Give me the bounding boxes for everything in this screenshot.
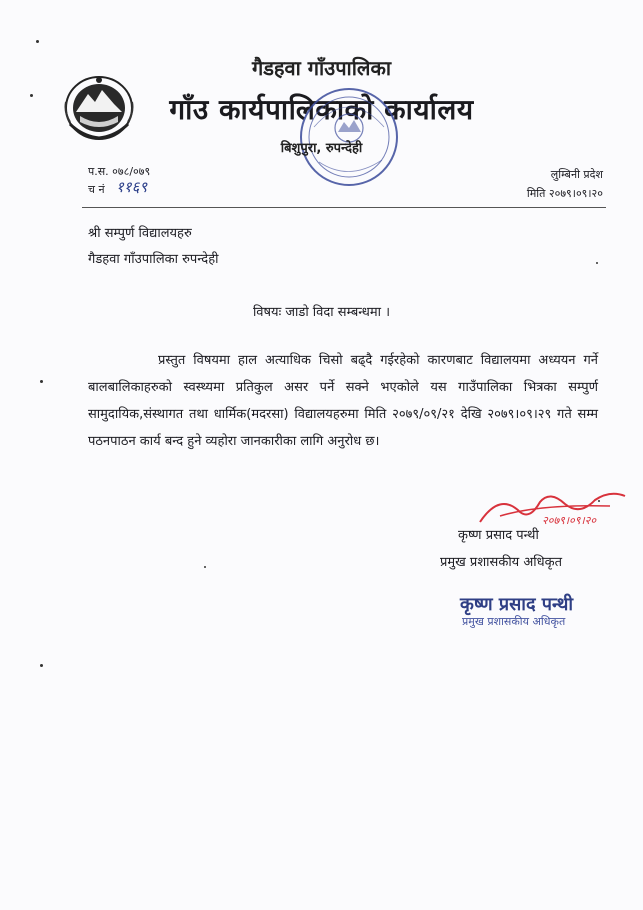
subject-line: विषयः जाडो विदा सम्बन्धमा ।	[252, 305, 391, 320]
scan-speck	[30, 94, 33, 97]
scan-speck	[36, 40, 39, 43]
signer-title: प्रमुख प्रशासकीय अधिकृत	[440, 555, 563, 570]
scan-speck	[204, 566, 206, 568]
scan-speck	[40, 380, 43, 383]
letter-body	[88, 347, 598, 455]
dispatch-label: च नं	[88, 183, 105, 196]
scan-speck	[596, 262, 598, 264]
office-name: गैडहवा गाँउपालिका	[251, 56, 392, 80]
letter-date: मिति २०७९।०९।२०	[526, 187, 603, 200]
scan-speck	[40, 664, 43, 667]
body-paragraph: प्रस्तुत विषयमा हाल अत्याधिक चिसो बढ्दै गईरहेको कारणबाट विद्यालयमा अध्ययन गर्ने बालबालिकाहरुको स्वस्थ्यमा प्रतिकुल असर पर्ने सक्ने भएकोले यस गाउँपालिका भित्रका सम्पुर्ण सामुदायिक,संस्थागत तथा धार्मिक(मदरसा) विद्यालयहरुमा मिति २०७९/०९/२१ देखि २०७९।०९।२९ गते सम्म पठनपाठन कार्य बन्द हुने व्यहोरा जानकारीका लागि अनुरोध छ।	[88, 353, 598, 449]
reference-number: प.स. ०७८/०७९	[88, 165, 151, 178]
office-seal-icon	[294, 82, 404, 192]
stamp-title: प्रमुख प्रशासकीय अधिकृत	[462, 615, 566, 628]
recipient-line-2: गैडहवा गाँउपालिका रुपन्देही	[88, 252, 219, 267]
stamp-name: कृष्ण प्रसाद पन्थी	[460, 594, 573, 615]
scan-speck	[598, 500, 600, 502]
recipient-line-1: श्री सम्पुर्ण विद्यालयहरु	[88, 226, 192, 241]
header-divider	[82, 207, 606, 208]
signer-name: कृष्ण प्रसाद पन्थी	[458, 528, 539, 543]
dispatch-number: ११६९	[116, 178, 148, 196]
office-title: गाँउ कार्यपालिकाको कार्यालय	[169, 93, 474, 126]
province: लुम्बिनी प्रदेश	[550, 168, 603, 181]
office-address: बिशुपुरा, रुपन्देही	[280, 141, 363, 156]
handwritten-date: २०७९।०९।२०	[542, 514, 597, 527]
